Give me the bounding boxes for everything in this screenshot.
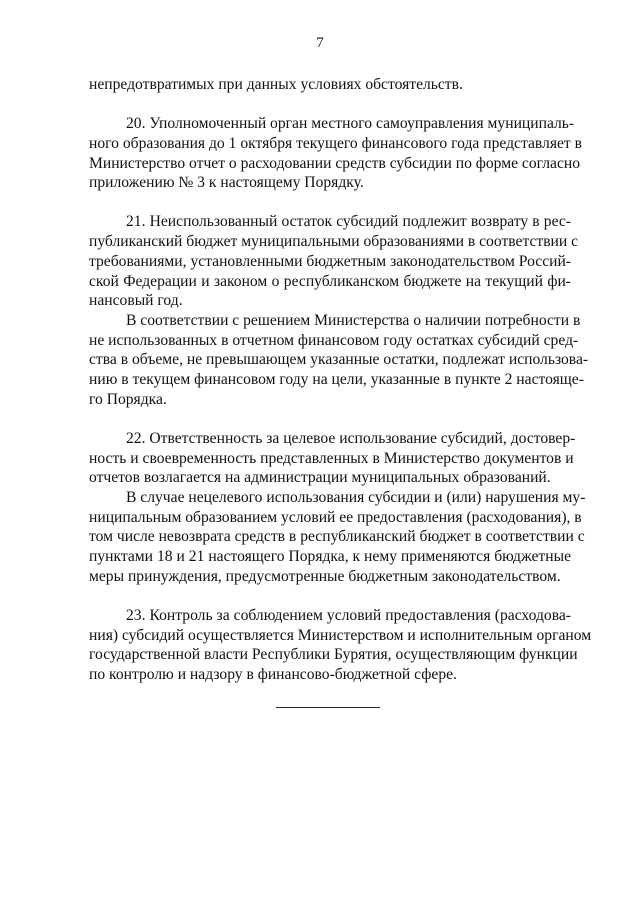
paragraph-item-22 xyxy=(89,429,576,488)
text-line: 20. Уполномоченный орган местного самоуправления муниципаль- xyxy=(126,115,575,133)
text-line: В соответствии с решением Министерства о наличии потребности в xyxy=(126,311,581,329)
paragraph-gap xyxy=(89,193,571,213)
text-line: ства в объеме, не превышающем указанные остатки, подлежат использова- xyxy=(89,351,589,369)
text-line: непредотвратимых при данных условиях обстоятельств. xyxy=(89,76,463,93)
text-line: не использованных в отчетном финансовом году остатках субсидий сред- xyxy=(89,331,579,349)
page-number: 7 xyxy=(316,35,324,51)
text-line: меры принуждения, предусмотренные бюджетным законодательством. xyxy=(89,567,561,585)
text-line: Министерство отчет о расходовании средств субсидии по форме согласно xyxy=(89,154,581,172)
paragraph-item-21 xyxy=(89,212,579,310)
paragraph-item-23 xyxy=(89,606,592,685)
end-of-document-rule xyxy=(276,707,380,708)
text-line: го Порядка. xyxy=(89,390,167,408)
text-line: 21. Неиспользованный остаток субсидий подлежит возврату в рес- xyxy=(126,213,571,231)
text-line: нию в текущем финансовом году на цели, указанные в пункте 2 настояще- xyxy=(89,370,584,388)
text-line: приложению № 3 к настоящему Порядку. xyxy=(89,174,364,192)
text-line: требованиями, установленными бюджетным законодательством Россий- xyxy=(89,252,571,270)
paragraph-continuation xyxy=(89,75,571,95)
paragraph-gap xyxy=(89,586,571,606)
text-line: 22. Ответственность за целевое использование субсидий, достовер- xyxy=(126,429,576,447)
text-line: пунктами 18 и 21 настоящего Порядка, к нему применяются бюджетные xyxy=(89,547,571,565)
paragraph-gap xyxy=(89,95,571,115)
text-line: государственной власти Республики Бурятия, осуществляющим функции xyxy=(89,646,578,664)
text-line: нансовый год. xyxy=(89,292,183,310)
paragraph-item-22-continuation xyxy=(89,488,586,586)
paragraph-item-21-continuation xyxy=(89,311,589,409)
text-line: отчетов возлагается на администрации муниципальных образований. xyxy=(89,469,551,487)
paragraph-item-20 xyxy=(89,114,582,193)
text-line: ниципальным образованием условий ее предоставления (расходования), в xyxy=(89,508,582,526)
text-line: В случае нецелевого использования субсидии и (или) нарушения му- xyxy=(126,488,586,506)
paragraph-gap xyxy=(89,409,571,429)
text-line: ность и своевременность представленных в Министерство документов и xyxy=(89,449,574,467)
text-line: 23. Контроль за соблюдением условий предоставления (расходова- xyxy=(126,606,571,624)
text-line: ного образования до 1 октября текущего финансового года представляет в xyxy=(89,134,582,152)
text-line: по контролю и надзору в финансово-бюджетной сфере. xyxy=(89,665,457,683)
text-line: том числе невозврата средств в республиканский бюджет в соответствии с xyxy=(89,528,585,546)
text-line: публиканский бюджет муниципальными образованиями в соответствии с xyxy=(89,233,579,251)
text-line: ния) субсидий осуществляется Министерством и исполнительным органом xyxy=(89,626,592,644)
text-line: ской Федерации и законом о республиканском бюджете на текущий фи- xyxy=(89,272,571,290)
document-body xyxy=(89,75,592,685)
